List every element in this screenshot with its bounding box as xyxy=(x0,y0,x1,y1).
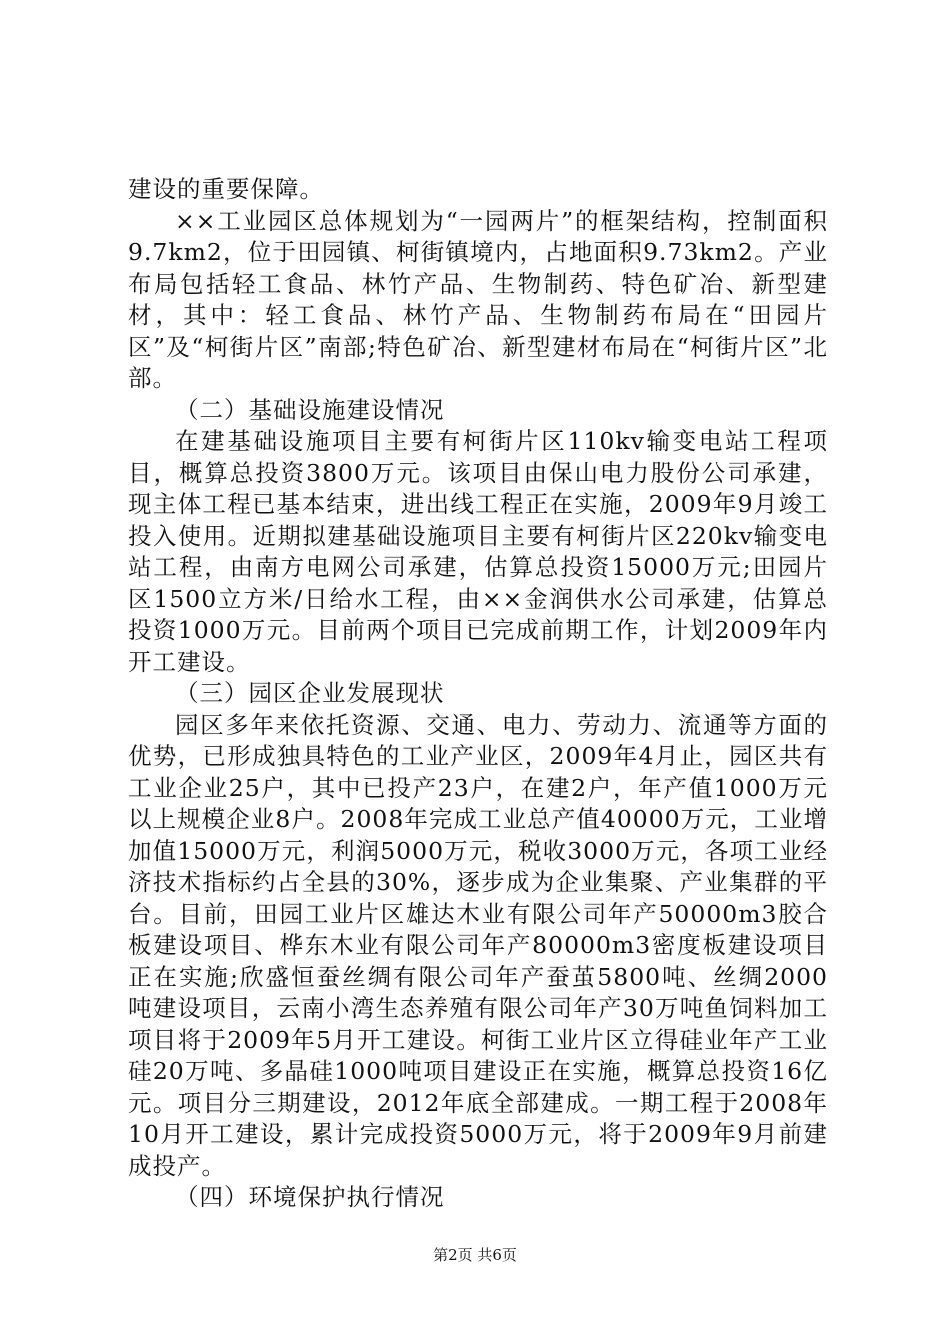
section-heading-environment: （四）环境保护执行情况 xyxy=(175,1183,445,1211)
paragraph-continuation: 建设的重要保障。 xyxy=(128,175,324,203)
paragraph-enterprises: 园区多年来依托资源、交通、电力、劳动力、流通等方面的优势，已形成独具特色的工业产业区，2009年4月止，园区共有工业企业25户，其中已投产23户，在建2户，年产值1000万元以上规模企业8户。2008年完成工业总产值40000万元，工业增加值15000万元，利润5000万元，税收3000万元，各项工业经济技术指标约占全县的30%，逐步成为企业集聚、产业集群的平台。目前，田园工业片区雄达木业有限公司年产50000m3胶合板建设项目、桦东木业有限公司年产80000m3密度板建设项目正在实施;欣盛恒蚕丝绸有限公司年产蚕茧5800吨、丝绸2000吨建设项目，云南小湾生态养殖有限公司年产30万吨鱼饲料加工项目将于2009年5月开工建设。柯街工业片区立得硅业年产工业硅20万吨、多晶硅1000吨项目建设正在实施，概算总投资16亿元。项目分三期建设，2012年底全部建成。一期工程于2008年10月开工建设，累计完成投资5000万元，将于2009年9月前建成投产。 xyxy=(128,710,828,1180)
paragraph-infrastructure: 在建基础设施项目主要有柯街片区110kv输变电站工程项目，概算总投资3800万元。该项目由保山电力股份公司承建，现主体工程已基本结束，进出线工程正在实施，2009年9月竣工投入使用。近期拟建基础设施项目主要有柯街片区220kv输变电站工程，由南方电网公司承建，估算总投资15000万元;田园片区1500立方米/日给水工程，由××金润供水公司承建，估算总投资1000万元。目前两个项目已完成前期工作，计划2009年内开工建设。 xyxy=(128,427,828,676)
page-number-footer: 第2页 共6页 xyxy=(433,1246,517,1264)
section-heading-infrastructure: （二）基础设施建设情况 xyxy=(175,395,445,424)
document-body xyxy=(128,174,828,1214)
section-heading-enterprises: （三）园区企业发展现状 xyxy=(175,679,445,707)
paragraph-park-planning: ××工业园区总体规划为“一园两片”的框架结构，控制面积9.7km2，位于田园镇、柯街镇境内，占地面积9.73km2。产业布局包括轻工食品、林竹产品、生物制药、特色矿冶、新型建材，其中：轻工食品、林竹产品、生物制药布局在“田园片区”及“柯街片区”南部;特色矿冶、新型建材布局在“柯街片区”北部。 xyxy=(128,206,828,392)
